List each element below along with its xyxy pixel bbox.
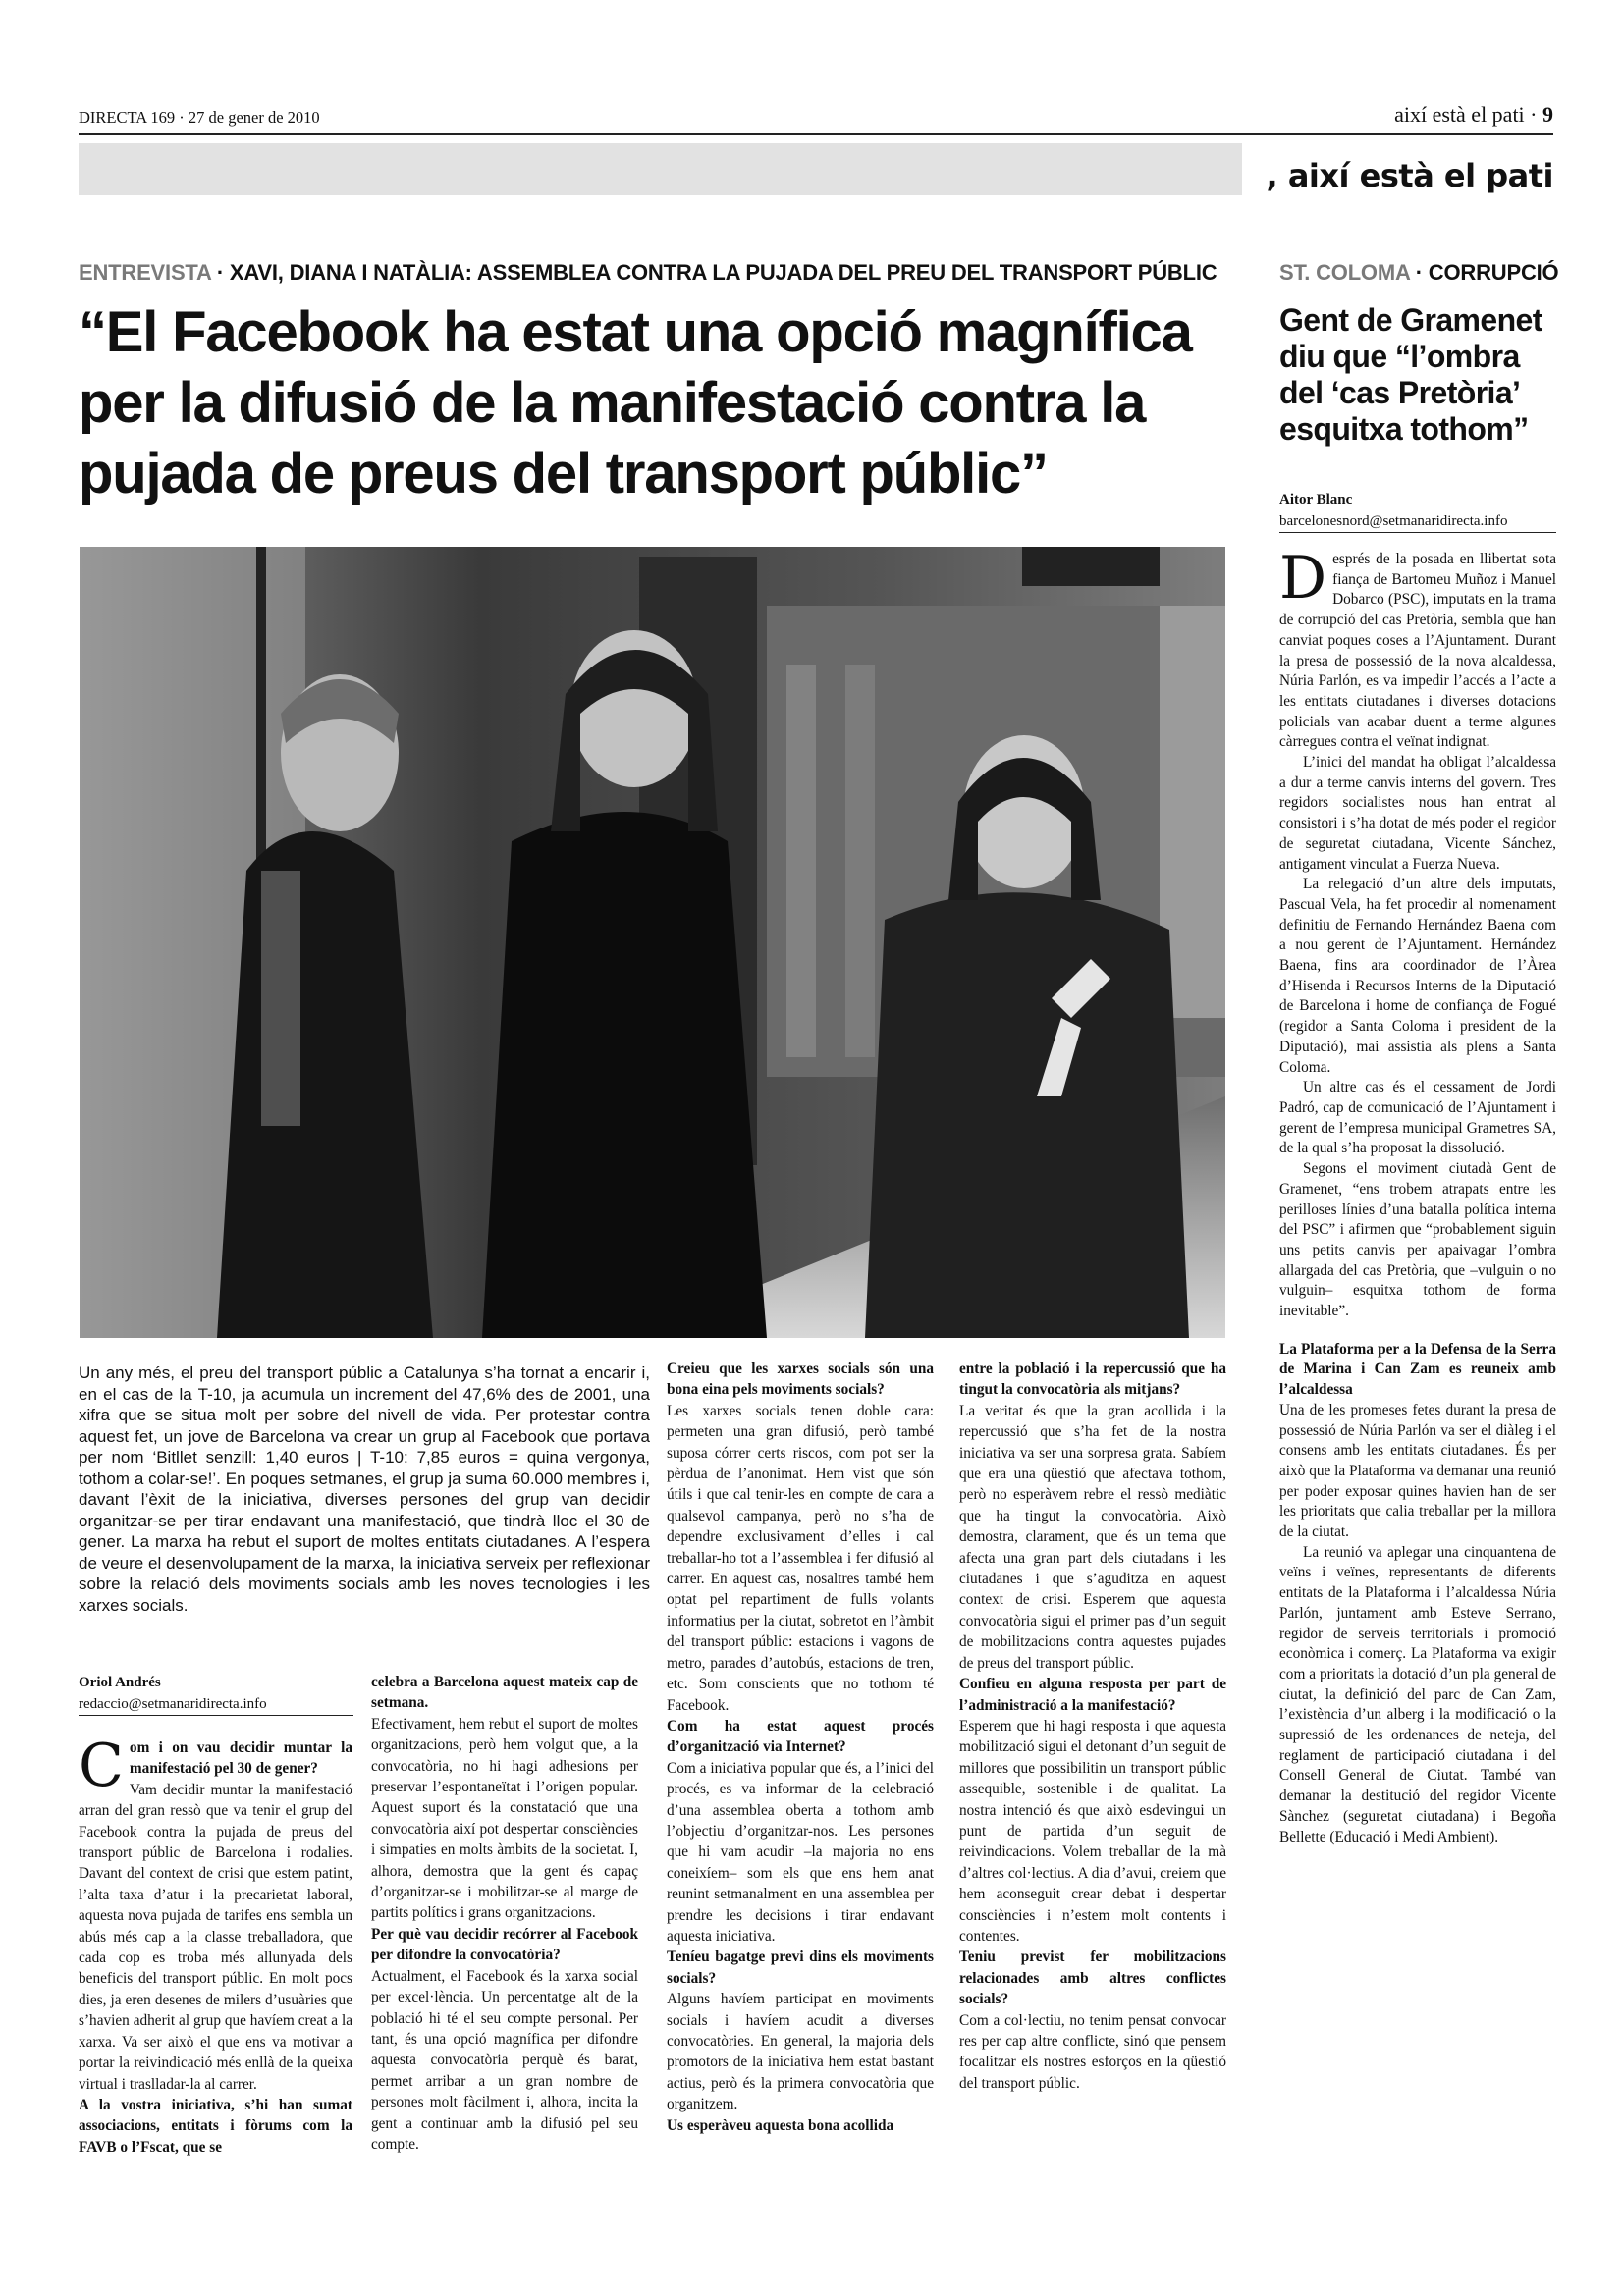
section-band-title: , així està el pati: [1266, 157, 1553, 194]
answer-9: Com a col·lectiu, no tenim pensat convocar res per cap altre conflicte, sinó que pensem focalitzar els nostres esforços en la qüestió del transport públic.: [959, 2011, 1226, 2092]
issue-date: DIRECTA 169 · 27 de gener de 2010: [79, 108, 320, 127]
article-intro: Un any més, el preu del transport públic a Catalunya s’ha tornat a encarir i, en el cas de la T-10, ja acumula un increment del 47,6% des de 2001, una xifra que se situa molt per sobre del nivell de vida. Per protestar contra aquest fet, un jove de Barcelona va crear un grup al Facebook que portava per nom ‘Bitllet senzill: 1,40 euros | T-10: 7,85 euros = quina vergonya, tothom a colar-se!’. En poques setmanes, el grup ja suma 60.000 membres i, davant l’èxit de la iniciativa, diverses persones del grup van decidir organitzar-se per tirar endavant una manifestació, que tindrà lloc el 30 de gener. La marxa ha rebut el suport de moltes entitats ciutadanes. A l’espera de veure el desenvolupament de la marxa, la iniciativa serveix per reflexionar sobre la relació dels moviments socials amb les noves tecnologies i les xarxes socials.: [79, 1363, 650, 1615]
answer-7: La veritat és que la gran acollida i la repercussió que s’ha fet de la nostra iniciativa va ser una sorpresa grata. Sabíem que era una qüestió que afectava tothom, però no esperàvem rebre el ressò mediàtic que ha tingut la convocatòria. Això demostra, clarament, que és un tema que afecta una gran part dels ciutadans i les ciutadanes i que s’aguditza en aquest context de crisi. Esperem que aquesta convocatòria sigui el primer pas d’un seguit de mobilitzacions contra aquestes pujades de preus del transport públic.: [959, 1402, 1226, 1672]
page-number: 9: [1542, 102, 1553, 127]
answer-8: Esperem que hi hagi resposta i que aquesta mobilització sigui el detonant d’un seguit de millores que possibilitin un transport públic assequible, sostenible i de qualitat. La nostra intenció és que això esdevingui un punt de partida d’un seguit de reivindicacions. Volem treballar de la mà d’altres col·lectius. A dia d’avui, creiem que hem aconseguit crear debat i despertar consciències i n’estem molt contents i contentes.: [959, 1717, 1226, 1945]
main-headline: “El Facebook ha estat una opció magnífica per la difusió de la manifestació contra la pujada de preus del transport públic”: [79, 300, 1192, 506]
answer-3: Actualment, el Facebook és la xarxa social per excel·lència. Un percentatge alt de la població hi té el seu compte personal. Per tant, és una opció magnífica per difondre aquesta convocatòria perquè és barat, permet arribar a un gran nombre de persones molt fàcilment i, alhora, incita la gent a continuar amb la difusió pel seu compte.: [371, 1967, 638, 2153]
side-article-body: [1279, 544, 1556, 1847]
question-8: Confieu en alguna resposta per part de l’administració a la manifestació?: [959, 1676, 1226, 1714]
interview-column-4: [959, 1359, 1226, 2094]
answer-1: Vam decidir muntar la manifestació arran del gran ressò que va tenir el grup del Facebook contra la pujada de preus del transport públic de Barcelona i rodalies. Davant del context de crisi que estem patint, l’alta taxa d’atur i la precarietat laboral, aquesta nova pujada de tarifes ens sembla un abús més cap a la classe treballadora, que cada cop es troba més allunyada dels beneficis del transport públic. En molt pocs dies, ja eren desenes de milers d’usuàries que s’havien adherit al grup que havíem creat a la xarxa. Va ser això el que ens va motivar a portar la reivindicació més enllà de la queixa virtual i traslladar-la al carrer.: [79, 1781, 352, 2093]
answer-2: Efectivament, hem rebut el suport de moltes organitzacions, però hem volgut que, a la convocatòria, no hi hagi adhesions per preservar l’espontaneïtat i l’origen popular. Aquest suport és la constatació que una convocatòria així pot despertar consciències i simpaties en molts àmbits de la societat. I, alhora, demostra que la gent és capaç d’organitzar-se i mobilitzar-se al marge de partits polítics i grans organitzacions.: [371, 1715, 638, 1922]
side-paragraph-3: La relegació d’un altre dels imputats, Pascual Vela, ha fet procedir al nomenament definitiu de Fernando Hernández Baena com a nou gerent de l’Ajuntament. Hernández Baena, fins ara coordinador de l’Àrea d’Hisenda i Recursos Interns de la Diputació de Barcelona i home de confiança de Fogué (regidor a Santa Coloma i president de la Diputació), mai assistia als plens a Santa Coloma.: [1279, 876, 1556, 1076]
photo-illustration: [80, 547, 1225, 1338]
side-paragraph-1: esprés de la posada en llibertat sota fiança de Bartomeu Muñoz i Manuel Dobarco (PSC), imputats en la trama de corrupció del cas Pretòria, sembla que han canviat poques coses a l’Ajuntament. Durant la presa de possessió de la nova alcaldessa, Núria Parlón, es va impedir l’accés a l’acte a les entitats ciutadanes i diverses dotacions policials van acabar duent a terme algunes càrregues contra el veïnat indignat.: [1279, 551, 1556, 751]
question-9: Teniu previst fer mobilitzacions relacionades amb altres conflictes socials?: [959, 1949, 1226, 2008]
question-2-cont: celebra a Barcelona aquest mateix cap de setmana.: [371, 1674, 638, 1712]
side-email: barcelonesnord@setmanaridirecta.info: [1279, 510, 1556, 533]
question-7-cont: entre la població i la repercussió que ha tingut la convocatòria als mitjans?: [959, 1361, 1226, 1399]
main-byline: [79, 1672, 353, 1716]
answer-4: Les xarxes socials tenen doble cara: permeten una gran difusió, però també suposa córrer certs riscos, com pot ser la pèrdua de l’anonimat. Hem vist que són útils i que cal tenir-les en compte de cara a qualsevol campanya, però no s’ha de dependre exclusivament d’elles i cal treballar-ho tot a l’assemblea i fer difusió al carrer. En aquest cas, nosaltres també hem optat pel repartiment de fulls volants informatius per la ciutat, sobretot en l’àmbit del transport públic: estacions i vagons de metro, parades d’autobús, estacions de tren, etc. Som conscients que no tothom té Facebook.: [667, 1402, 934, 1714]
main-email: redaccio@setmanaridirecta.info: [79, 1693, 353, 1716]
side-paragraph-2: L’inici del mandat ha obligat l’alcaldessa a dur a terme canvis interns del govern. Tres regidors socialistes nous han entrat al consistori i s’ha dotat de més poder el regidor de seguretat ciutadana, Vicente Sánchez, antigament vinculat a Fuerza Nueva.: [1279, 754, 1556, 873]
side-paragraph-6: Una de les promeses fetes durant la presa de possessió de Núria Parlón va ser el diàleg i el consens amb les entitats ciutadanes. És per això que la Plataforma va demanar una reunió per poder exposar quines havien han de ser les prioritats que calia treballar per la millora de la ciutat.: [1279, 1401, 1556, 1541]
side-subhead: La Plataforma per a la Defensa de la Serra de Marina i Can Zam es reuneix amb l’alcaldessa: [1279, 1340, 1556, 1399]
page-header: [79, 98, 1553, 135]
kicker-section: ENTREVISTA: [79, 260, 211, 285]
interview-column-2: [371, 1672, 638, 2155]
section-band: [79, 143, 1242, 195]
side-byline: [1279, 489, 1556, 533]
side-author: Aitor Blanc: [1279, 492, 1353, 507]
main-kicker: [79, 260, 1217, 286]
side-headline: Gent de Gramenet diu que “l’ombra del ‘cas Pretòria’ esquitxa tothom”: [1279, 302, 1542, 447]
side-paragraph-5: Segons el moviment ciutadà Gent de Gramenet, “ens trobem atrapats entre les perilloses línies d’una batalla política interna del PSC” i afirmen que “probablement siguin uns petits canvis per apaivagar l’ombra allargada del cas Pretòria, que –vulguin o no vulguin– esquitxa tothom de forma inevitable”.: [1279, 1160, 1556, 1320]
side-paragraph-4: Un altre cas és el cessament de Jordi Padró, cap de comunicació de l’Ajuntament i gerent de l’empresa municipal Grametres SA, de la qual s’ha proposat la dissolució.: [1279, 1079, 1556, 1157]
dropcap-d: D: [1279, 544, 1327, 613]
main-author: Oriol Andrés: [79, 1675, 161, 1690]
question-4: Creieu que les xarxes socials són una bona eina pels moviments socials?: [667, 1361, 934, 1399]
interview-column-3: [667, 1359, 934, 2136]
interview-column-1: [79, 1732, 352, 2158]
section-name: així està el pati ·: [1394, 102, 1542, 127]
answer-6: Alguns havíem participat en moviments socials i havíem acudit a diverses convocatòries. En general, la majoria dels promotors de la iniciativa hem estat bastant actius, però és la primera convocatòria que organitzem.: [667, 1991, 934, 2113]
question-1: om i on vau decidir muntar la manifestació pel 30 de gener?: [129, 1739, 352, 1778]
side-kicker-place: ST. COLOMA: [1279, 260, 1410, 285]
side-kicker-topic: · CORRUPCIÓ: [1409, 260, 1559, 285]
kicker-topic: · XAVI, DIANA I NATÀLIA: ASSEMBLEA CONTRA LA PUJADA DEL PREU DEL TRANSPORT PÚBLIC: [210, 260, 1217, 285]
answer-5: Com a iniciativa popular que és, a l’inici del procés, es va informar de la celebració d’una assemblea oberta a tothom amb l’objectiu d’organitzar-nos. Les persones que hi vam acudir –la majoria no ens coneixíem– som els que ens hem anat reunint setmanalment en una assemblea per prendre les decisions i tirar endavant aquesta iniciativa.: [667, 1759, 934, 1945]
photo-three-people-metro: [80, 547, 1225, 1338]
question-5: Com ha estat aquest procés d’organització via Internet?: [667, 1717, 934, 1756]
question-7: Us esperàveu aquesta bona acollida: [667, 2116, 894, 2134]
dropcap-c: C: [79, 1732, 124, 1800]
question-2: A la vostra iniciativa, s’hi han sumat associacions, entitats i fòrums com la FAVB o l’Fscat, que se: [79, 2096, 352, 2156]
side-kicker: [1279, 260, 1558, 286]
question-3: Per què vau decidir recórrer al Facebook per difondre la convocatòria?: [371, 1925, 638, 1964]
section-page: [1394, 102, 1553, 128]
question-6: Teníeu bagatge previ dins els moviments socials?: [667, 1949, 934, 1987]
side-paragraph-7: La reunió va aplegar una cinquantena de veïns i veïnes, representants de diferents entitats de la Plataforma i l’alcaldessa Núria Parlón, juntament amb Esteve Serrano, regidor de serveis territorials i promoció econòmica i comerç. La Plataforma va exigir com a prioritats la dotació d’un pla general de ciutat, la definició del parc de Can Zam, l’existència d’un alberg i la modificació o la supressió de les ordenances de neteja, del reglament de participació ciutadana i del Consell General de Ciutat. També van demanar la destitució del regidor Vicente Sànchez (seguretat ciutadana) i Begoña Bellette (Educació i Medi Ambient).: [1279, 1543, 1556, 1845]
